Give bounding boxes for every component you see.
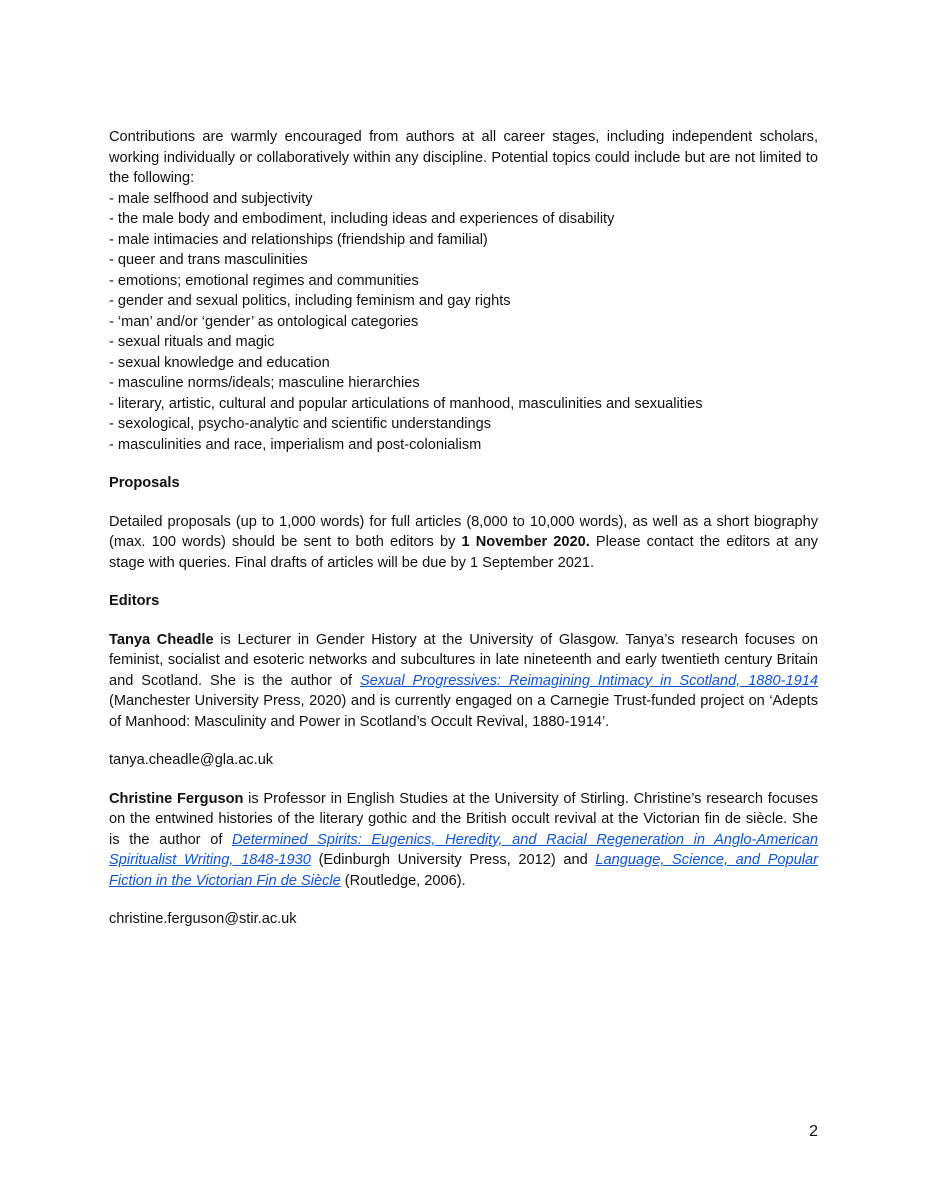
proposals-paragraph (109, 512, 818, 574)
proposals-text-after: Please contact the editors at any stage with queries. Final drafts of articles will be due by 1 September 2021. (109, 534, 819, 571)
list-item: - sexual knowledge and education (109, 354, 330, 371)
list-item: - emotions; emotional regimes and communities (109, 272, 419, 289)
proposals-text-before: Detailed proposals (up to 1,000 words) for full articles (8,000 to 10,000 words), as well as a short biography (max. 100 words) should be sent to both editors by (109, 513, 818, 550)
cheadle-email: tanya.cheadle@gla.ac.uk (109, 752, 274, 768)
ferguson-bio (109, 789, 818, 892)
cheadle-bio-text-2: (Manchester University Press, 2020) and is currently engaged on a Carnegie Trust-funded project on ‘Adepts of Manhood: Masculinity and Power in Scotland’s Occult Revival, 1880-1914’. (109, 693, 818, 730)
ferguson-book-link-2[interactable]: Language, Science, and Popular Fiction in the Victorian Fin de Siècle (109, 852, 818, 889)
list-item: - sexological, psycho-analytic and scientific understandings (109, 416, 492, 432)
intro-paragraph: Contributions are warmly encouraged from authors at all career stages, including independent scholars, working individually or collaboratively within any discipline. Potential topics could include but are not limited to the following: (109, 129, 818, 186)
ferguson-bio-text-2: (Edinburgh University Press, 2012) and (310, 852, 596, 868)
list-item: - sexual rituals and magic (109, 334, 275, 350)
proposals-deadline: 1 November 2020. (461, 534, 590, 550)
list-item: - masculine norms/ideals; masculine hierarchies (109, 375, 420, 391)
ferguson-bio-text-3: (Routledge, 2006). (340, 872, 466, 889)
cheadle-name: Tanya Cheadle (109, 631, 214, 648)
cheadle-book-link[interactable]: Sexual Progressives: Reimagining Intimacy in Scotland, 1880-1914 (359, 672, 818, 689)
editors-heading: Editors (109, 593, 160, 609)
cheadle-bio-text: is Lecturer in Gender History at the University of Glasgow. Tanya’s research focuses on feminist, socialist and esoteric networks and subcultures in late nineteenth and early twentieth century Britain and Scotland. She is the author of (109, 631, 818, 689)
proposals-heading: Proposals (109, 475, 180, 491)
list-item: - queer and trans masculinities (109, 252, 308, 268)
list-item: - male intimacies and relationships (friendship and familial) (109, 231, 488, 248)
page-content (109, 127, 818, 930)
topics-list (109, 189, 818, 456)
list-item: - masculinities and race, imperialism and post-colonialism (109, 436, 482, 453)
list-item: - the male body and embodiment, including ideas and experiences of disability (109, 211, 615, 227)
list-item: - gender and sexual politics, including feminism and gay rights (109, 293, 511, 309)
ferguson-book-link-1[interactable]: Determined Spirits: Eugenics, Heredity, and Racial Regeneration in Anglo-American Spiritualist Writing, 1848-1930 (109, 831, 818, 868)
page-number: 2 (809, 1123, 818, 1140)
list-item: - male selfhood and subjectivity (109, 190, 313, 207)
ferguson-email: christine.ferguson@stir.ac.uk (109, 911, 297, 927)
ferguson-bio-text: is Professor in English Studies at the University of Stirling. Christine’s research focuses on the entwined histories of the literary gothic and the British occult revival at the Victorian fin de siècle. She is the author of (109, 790, 818, 848)
list-item: - ‘man’ and/or ‘gender’ as ontological categories (109, 313, 419, 330)
list-item: - literary, artistic, cultural and popular articulations of manhood, masculinities and sexualities (109, 395, 703, 412)
ferguson-name: Christine Ferguson (109, 790, 244, 807)
cheadle-bio (109, 630, 818, 733)
